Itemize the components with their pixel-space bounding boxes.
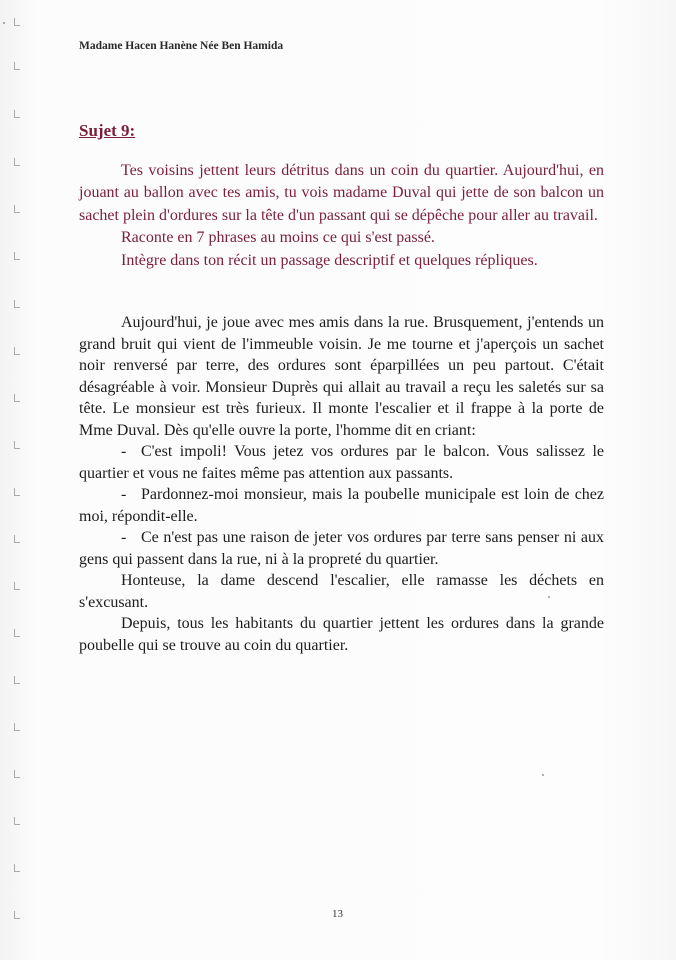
page-header-author: Madame Hacen Hanène Née Ben Hamida xyxy=(79,40,284,52)
dialogue-dash: - xyxy=(121,529,127,546)
story-paragraph: Depuis, tous les habitants du quartier jettent les ordures dans la grande poubelle qui se trouve au coin du quartier. xyxy=(79,615,604,654)
student-story xyxy=(79,312,604,656)
subject-prompt xyxy=(79,160,604,272)
dialogue-dash: - xyxy=(121,443,127,460)
dialogue-line xyxy=(79,441,604,484)
scan-speck xyxy=(548,596,550,598)
page-number: 13 xyxy=(332,908,343,920)
subject-title: Sujet 9: xyxy=(79,121,136,140)
dialogue-line xyxy=(79,527,604,570)
prompt-instruction-count: Raconte en 7 phrases au moins ce qui s'est passé. xyxy=(121,229,435,247)
prompt-paragraph: Tes voisins jettent leurs détritus dans un coin du quartier. Aujourd'hui, en jouant au ballon avec tes amis, tu vois madame Duval qui jette de son balcon un sachet plein d'ordures sur la tête d'un passant qui se dépêche pour aller au travail. xyxy=(79,162,604,224)
prompt-instruction-content: Intègre dans ton récit un passage descriptif et quelques répliques. xyxy=(121,251,538,269)
scan-speck xyxy=(542,774,544,776)
binder-margin-marks xyxy=(0,0,30,960)
story-paragraph: Aujourd'hui, je joue avec mes amis dans la rue. Brusquement, j'entends un grand bruit qui vient de l'immeuble voisin. Je me tourne et j'aperçois un sachet noir renversé par terre, des ordures sont éparpillées un peu partout. C'était désagréable à voir. Monsieur Duprès qui allait au travail a reçu les saletés sur sa tête. Le monsieur est très furieux. Il monte l'escalier et il frappe à la porte de Mme Duval. Dès qu'elle ouvre la porte, l'homme dit en criant: xyxy=(79,314,604,439)
dialogue-text: C'est impoli! Vous jetez vos ordures par le balcon. Vous salissez le quartier et vous ne faites même pas attention aux passants. xyxy=(79,443,604,482)
dialogue-line xyxy=(79,484,604,527)
scan-speck xyxy=(3,22,5,24)
dialogue-dash: - xyxy=(121,486,127,503)
story-paragraph: Honteuse, la dame descend l'escalier, elle ramasse les déchets en s'excusant. xyxy=(79,572,604,611)
dialogue-text: Ce n'est pas une raison de jeter vos ordures par terre sans penser ni aux gens qui passent dans la rue, ni à la propreté du quartier. xyxy=(79,529,604,568)
dialogue-text: Pardonnez-moi monsieur, mais la poubelle municipale est loin de chez moi, répondit-elle. xyxy=(79,486,604,525)
